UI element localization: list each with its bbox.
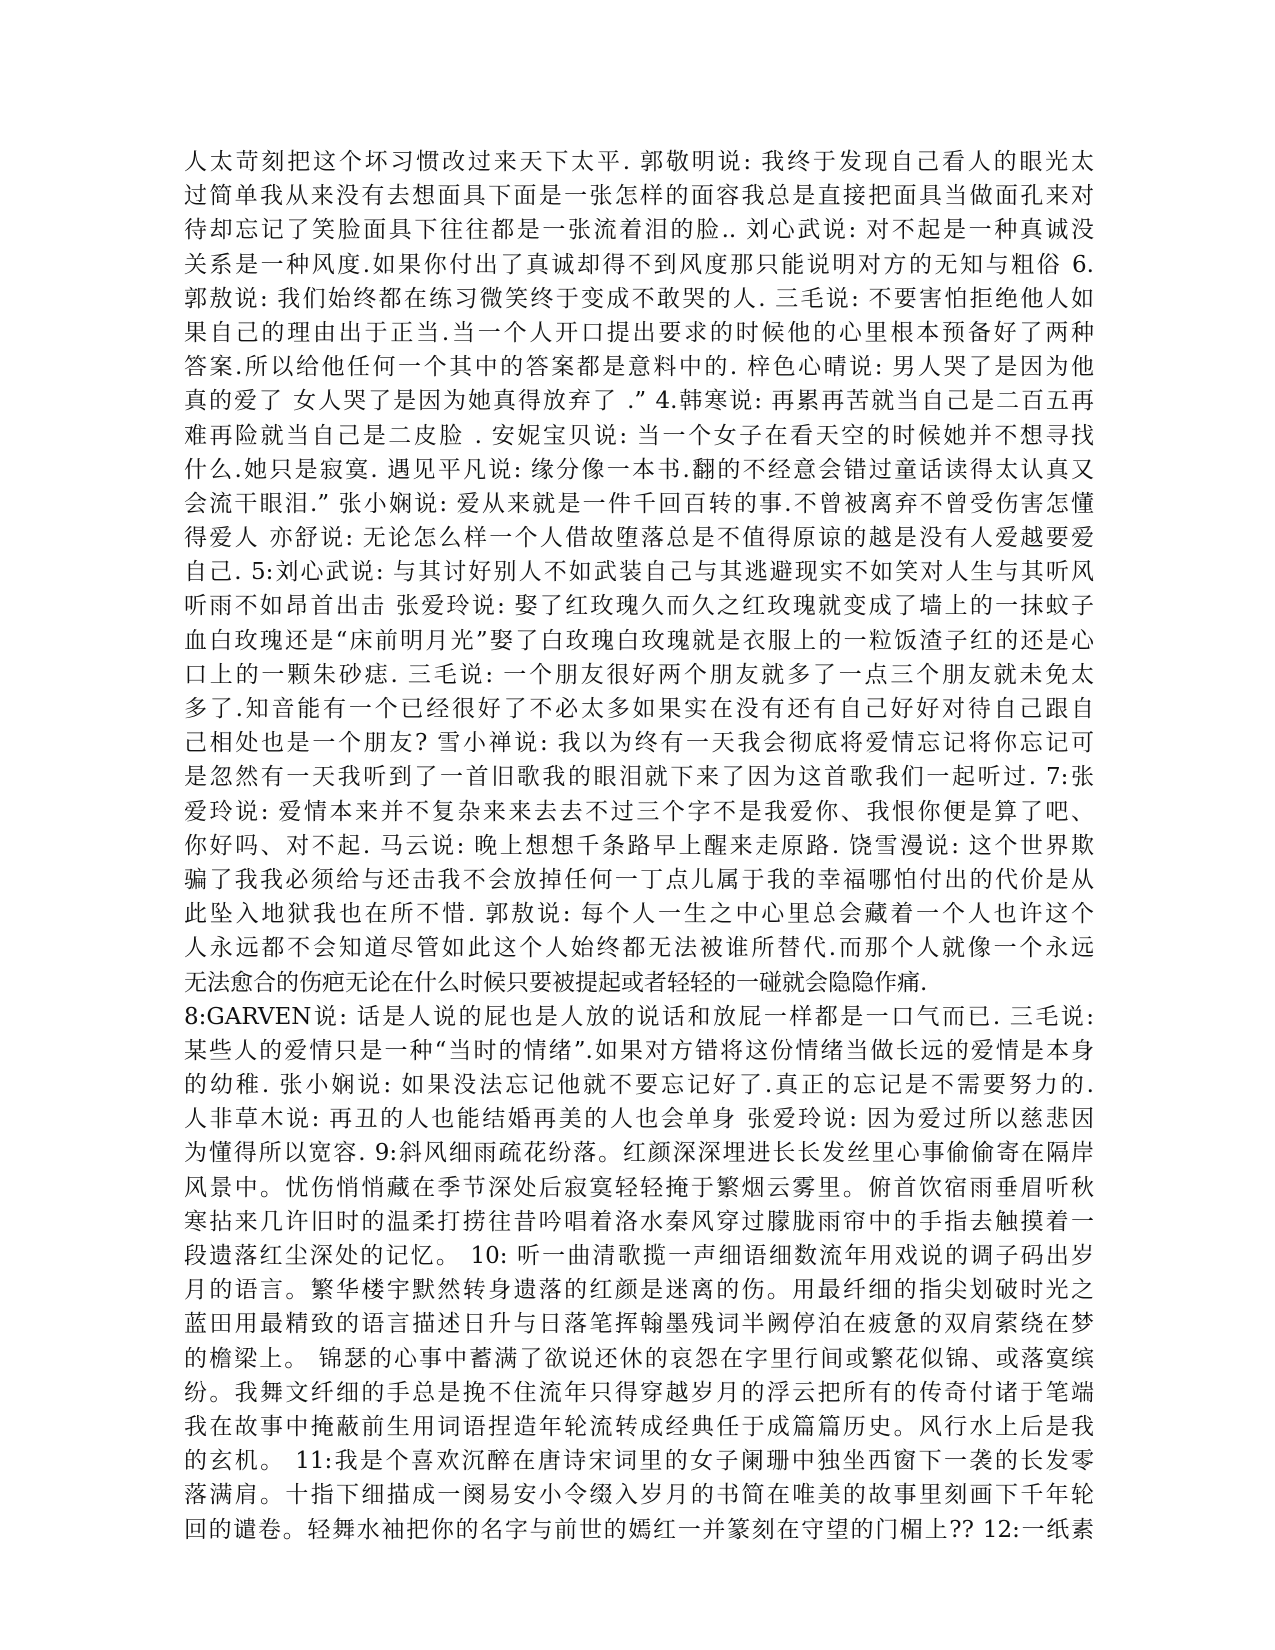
text-line: 某些人的爱情只是一种“当时的情绪”.如果对方错将这份情绪当做长远的爱情是本身 (184, 1037, 1094, 1064)
text-line: 的玄机。 11:我是个喜欢沉醉在唐诗宋词里的女子阑珊中独坐西窗下一袭的长发零 (184, 1448, 1094, 1475)
text-line: 果自己的理由出于正当.当一个人开口提出要求的时候他的心里根本预备好了两种 (184, 319, 1094, 346)
text-line: 纷。我舞文纤细的手总是挽不住流年只得穿越岁月的浮云把所有的传奇付诸于笔端 (184, 1379, 1094, 1406)
body-text (184, 145, 1094, 1547)
text-line: 人太苛刻把这个坏习惯改过来天下太平. 郭敬明说: 我终于发现自己看人的眼光太 (184, 149, 1094, 175)
text-line: 为懂得所以宽容. 9:斜风细雨疏花纷落。红颜深深埋进长长发丝里心事偷偷寄在隔岸 (184, 1140, 1094, 1167)
text-line: 落满肩。十指下细描成一阕易安小令缀入岁月的书简在唯美的故事里刻画下千年轮 (184, 1482, 1094, 1509)
text-line: 寒拈来几许旧时的温柔打捞往昔吟唱着洛水秦风穿过朦胧雨帘中的手指去触摸着一 (184, 1208, 1094, 1235)
text-line: 得爱人 亦舒说: 无论怎么样一个人借故堕落总是不值得原谅的越是没有人爱越要爱 (184, 525, 1094, 552)
text-line: 答案.所以给他任何一个其中的答案都是意料中的. 梓色心晴说: 男人哭了是因为他 (184, 354, 1094, 381)
text-line: 什么.她只是寂寞. 遇见平凡说: 缘分像一本书.翻的不经意会错过童话读得太认真又 (184, 456, 1094, 483)
text-line: 难再险就当自己是二皮脸 . 安妮宝贝说: 当一个女子在看天空的时候她并不想寻找 (184, 422, 1094, 449)
text-line: 会流干眼泪.” 张小娴说: 爱从来就是一件千回百转的事.不曾被离弃不曾受伤害怎懂 (184, 490, 1094, 517)
text-line: 的檐梁上。 锦瑟的心事中蓄满了欲说还休的哀怨在字里行间或繁花似锦、或落寞缤 (184, 1345, 1094, 1372)
text-line: 月的语言。繁华楼宇默然转身遗落的红颜是迷离的伤。用最纤细的指尖划破时光之 (184, 1277, 1094, 1304)
text-line: 爱玲说: 爱情本来并不复杂来来去去不过三个字不是我爱你、我恨你便是算了吧、 (184, 798, 1094, 825)
text-line: 回的谴卷。轻舞水袖把你的名字与前世的嫣红一并篆刻在守望的门楣上?? 12:一纸素 (184, 1516, 1094, 1543)
text-line: 的幼稚. 张小娴说: 如果没法忘记他就不要忘记好了.真正的忘记是不需要努力的. (184, 1072, 1094, 1099)
text-line: 真的爱了 女人哭了是因为她真得放弃了 .” 4.韩寒说: 再累再苦就当自己是二百五再 (184, 388, 1094, 415)
text-line: 风景中。忧伤悄悄藏在季节深处后寂寞轻轻掩于繁烟云雾里。俯首饮宿雨垂眉听秋 (184, 1174, 1094, 1201)
text-line: 段遗落红尘深处的记忆。 10: 听一曲清歌揽一声细语细数流年用戏说的调子码出岁 (184, 1243, 1094, 1269)
text-line: 此坠入地狱我也在所不惜. 郭敖说: 每个人一生之中心里总会藏着一个人也许这个 (184, 901, 1094, 928)
text-line: 骗了我我必须给与还击我不会放掉任何一丁点儿属于我的幸福哪怕付出的代价是从 (184, 866, 1094, 893)
text-line: 口上的一颗朱砂痣. 三毛说: 一个朋友很好两个朋友就多了一点三个朋友就未免太 (184, 661, 1094, 688)
text-line: 听雨不如昂首出击 张爱玲说: 娶了红玫瑰久而久之红玫瑰就变成了墙上的一抹蚊子 (184, 593, 1094, 620)
text-line: 我在故事中掩蔽前生用词语捏造年轮流转成经典任于成篇篇历史。风行水上后是我 (184, 1413, 1094, 1440)
text-line: 多了.知音能有一个已经很好了不必太多如果实在没有还有自己好好对待自己跟自 (184, 696, 1094, 722)
text-line: 郭敖说: 我们始终都在练习微笑终于变成不敢哭的人. 三毛说: 不要害怕拒绝他人如 (184, 285, 1094, 312)
text-line: 无法愈合的伤疤无论在什么时候只要被提起或者轻轻的一碰就会隐隐作痛. (184, 969, 928, 996)
text-line: 自己. 5:刘心武说: 与其讨好别人不如武装自己与其逃避现实不如笑对人生与其听风 (184, 559, 1094, 586)
text-line: 待却忘记了笑脸面具下往往都是一张流着泪的脸.. 刘心武说: 对不起是一种真诚没 (184, 217, 1094, 244)
text-line: 关系是一种风度.如果你付出了真诚却得不到风度那只能说明对方的无知与粗俗 6. (184, 251, 1094, 278)
text-line: 8:GARVEN说: 话是人说的屁也是人放的说话和放屁一样都是一口气而已. 三毛说: (184, 1003, 1094, 1030)
text-line: 蓝田用最精致的语言描述日升与日落笔挥翰墨残词半阙停泊在疲惫的双肩萦绕在梦 (184, 1311, 1094, 1338)
text-line: 是忽然有一天我听到了一首旧歌我的眼泪就下来了因为这首歌我们一起听过. 7:张 (184, 764, 1094, 791)
text-line: 血白玫瑰还是“床前明月光”娶了白玫瑰白玫瑰就是衣服上的一粒饭渣子红的还是心 (184, 627, 1094, 654)
text-line: 你好吗、对不起. 马云说: 晚上想想千条路早上醒来走原路. 饶雪漫说: 这个世界欺 (184, 832, 1094, 859)
text-line: 人非草木说: 再丑的人也能结婚再美的人也会单身 张爱玲说: 因为爱过所以慈悲因 (184, 1106, 1094, 1133)
text-line: 己相处也是一个朋友? 雪小禅说: 我以为终有一天我会彻底将爱情忘记将你忘记可 (184, 730, 1094, 757)
text-line: 人永远都不会知道尽管如此这个人始终都无法被谁所替代.而那个人就像一个永远 (184, 935, 1094, 962)
text-line: 过简单我从来没有去想面具下面是一张怎样的面容我总是直接把面具当做面孔来对 (184, 183, 1094, 210)
